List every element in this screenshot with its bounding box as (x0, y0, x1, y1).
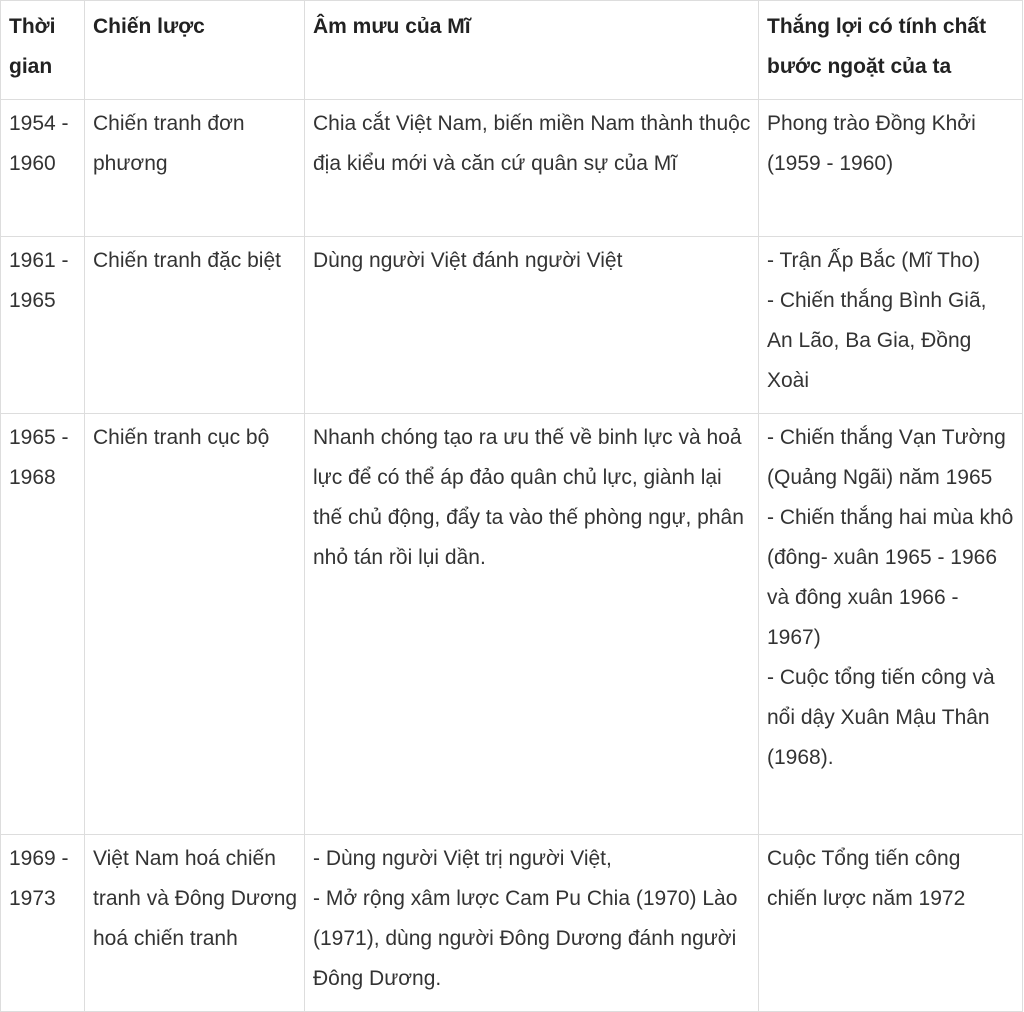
victory-line: - Trận Ấp Bắc (Mĩ Tho) (767, 249, 981, 272)
plot-line: Nhanh chóng tạo ra ưu thế về binh lực và hoả lực để có thể áp đảo quân chủ lực, giành lại thế chủ động, đẩy ta vào thế phòng ngự, phân nhỏ tán rồi lụi dần. (313, 426, 744, 569)
time-cell: 1961 - 1965 (1, 237, 85, 414)
victory-line: Cuộc Tổng tiến công chiến lược năm 1972 (767, 847, 966, 910)
strategy-cell: Chiến tranh cục bộ (85, 414, 305, 835)
header-us-plot: Âm mưu của Mĩ (305, 1, 759, 100)
plot-line: - Dùng người Việt trị người Việt, (313, 847, 612, 870)
table-row (1, 835, 1023, 1012)
victory-line: - Cuộc tổng tiến công và nổi dậy Xuân Mậu Thân (1968). (767, 666, 995, 769)
time-cell: 1969 - 1973 (1, 835, 85, 1012)
victory-line: - Chiến thắng hai mùa khô (đông- xuân 1965 - 1966 và đông xuân 1966 - 1967) (767, 506, 1014, 649)
header-strategy: Chiến lược (85, 1, 305, 100)
time-cell: 1965 - 1968 (1, 414, 85, 835)
header-time: Thời gian (1, 1, 85, 100)
victory-line: - Chiến thắng Vạn Tường (Quảng Ngãi) năm 1965 (767, 426, 1006, 489)
plot-line: - Mở rộng xâm lược Cam Pu Chia (1970) Lào (1971), dùng người Đông Dương đánh người Đông Dương. (313, 887, 738, 990)
table-row (1, 237, 1023, 414)
victory-cell (759, 835, 1023, 1012)
victory-line: - Chiến thắng Bình Giã, An Lão, Ba Gia, Đồng Xoài (767, 289, 987, 392)
victory-cell (759, 100, 1023, 237)
victory-cell (759, 414, 1023, 835)
header-row (1, 1, 1023, 100)
victory-cell (759, 237, 1023, 414)
table-row (1, 414, 1023, 835)
plot-cell (305, 835, 759, 1012)
plot-line: Chia cắt Việt Nam, biến miền Nam thành thuộc địa kiểu mới và căn cứ quân sự của Mĩ (313, 112, 751, 175)
plot-cell (305, 100, 759, 237)
strategy-cell: Việt Nam hoá chiến tranh và Đông Dương hoá chiến tranh (85, 835, 305, 1012)
table-body (1, 100, 1023, 1012)
plot-cell (305, 414, 759, 835)
table-row (1, 100, 1023, 237)
strategy-cell: Chiến tranh đơn phương (85, 100, 305, 237)
time-cell: 1954 - 1960 (1, 100, 85, 237)
table-header (1, 1, 1023, 100)
plot-line: Dùng người Việt đánh người Việt (313, 249, 623, 272)
plot-cell (305, 237, 759, 414)
strategy-cell: Chiến tranh đặc biệt (85, 237, 305, 414)
victory-line: Phong trào Đồng Khởi (1959 - 1960) (767, 112, 976, 175)
header-turning-point-victory: Thắng lợi có tính chất bước ngoặt của ta (759, 1, 1023, 100)
